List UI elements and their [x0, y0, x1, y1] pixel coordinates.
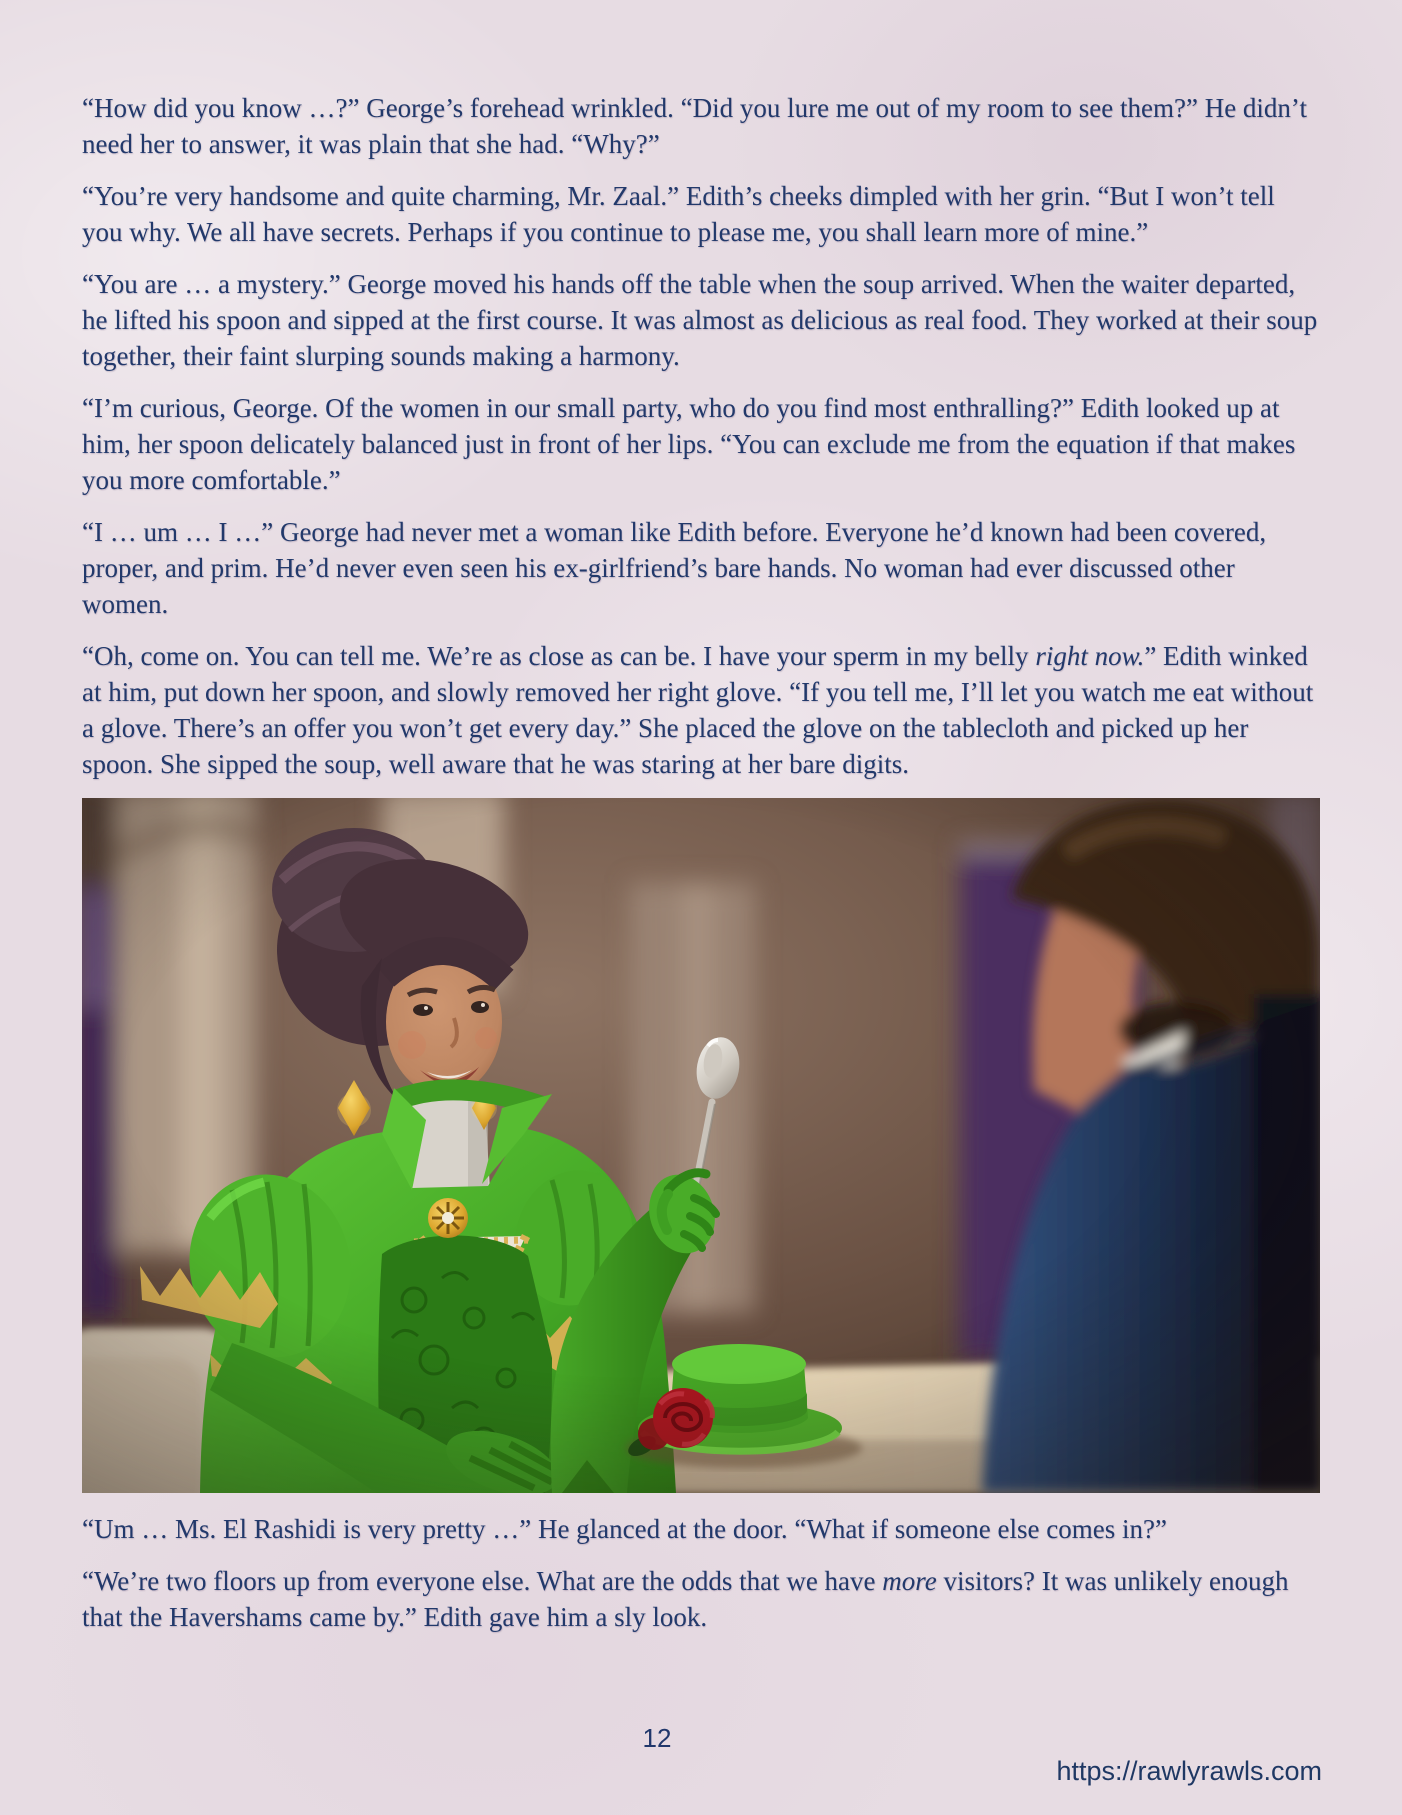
story-illustration	[82, 798, 1320, 1493]
story-paragraph: “How did you know …?” George’s forehead wrinkled. “Did you lure me out of my room to see them?” He didn’t need her to answer, it was plain that she had. “Why?”	[82, 93, 1307, 159]
story-text-top	[82, 90, 1320, 782]
illustration-canvas	[82, 798, 1320, 1493]
story-paragraph: “You are … a mystery.” George moved his hands off the table when the soup arrived. When the waiter departed, he lifted his spoon and sipped at the first course. It was almost as delicious as real food. They worked at their soup together, their faint slurping sounds making a harmony.	[82, 269, 1318, 371]
story-paragraph: “Um … Ms. El Rashidi is very pretty …” He glanced at the door. “What if someone else comes in?”	[82, 1514, 1167, 1544]
story-paragraph: “I … um … I …” George had never met a woman like Edith before. Everyone he’d known had been covered, proper, and prim. He’d never even seen his ex-girlfriend’s bare hands. No woman had ever discussed other women.	[82, 517, 1267, 619]
story-paragraph: “Oh, come on. You can tell me. We’re as close as can be. I have your sperm in my belly right now.” Edith winked at him, put down her spoon, and slowly removed her right glove. “If you tell me, I’ll let you watch me eat without a glove. There’s an offer you won’t get every day.” She placed the glove on the tablecloth and picked up her spoon. She sipped the soup, well aware that he was staring at her bare digits.	[82, 641, 1314, 779]
story-text-bottom	[82, 1511, 1320, 1635]
story-paragraph: “You’re very handsome and quite charming, Mr. Zaal.” Edith’s cheeks dimpled with her grin. “But I won’t tell you why. We all have secrets. Perhaps if you continue to please me, you shall learn more of mine.”	[82, 181, 1275, 247]
story-paragraph: “We’re two floors up from everyone else. What are the odds that we have more visitors? It was unlikely enough that the Havershams came by.” Edith gave him a sly look.	[82, 1566, 1289, 1632]
site-url-link[interactable]: https://rawlyrawls.com	[1056, 1756, 1322, 1786]
story-paragraph: “I’m curious, George. Of the women in our small party, who do you find most enthralling?” Edith looked up at him, her spoon delicately balanced just in front of her lips. “You can exclude me from the equation if that makes you more comfortable.”	[82, 393, 1296, 495]
page-number: 12	[642, 1723, 672, 1753]
story-column	[82, 0, 1320, 1651]
vignette-overlay	[82, 798, 1320, 1493]
